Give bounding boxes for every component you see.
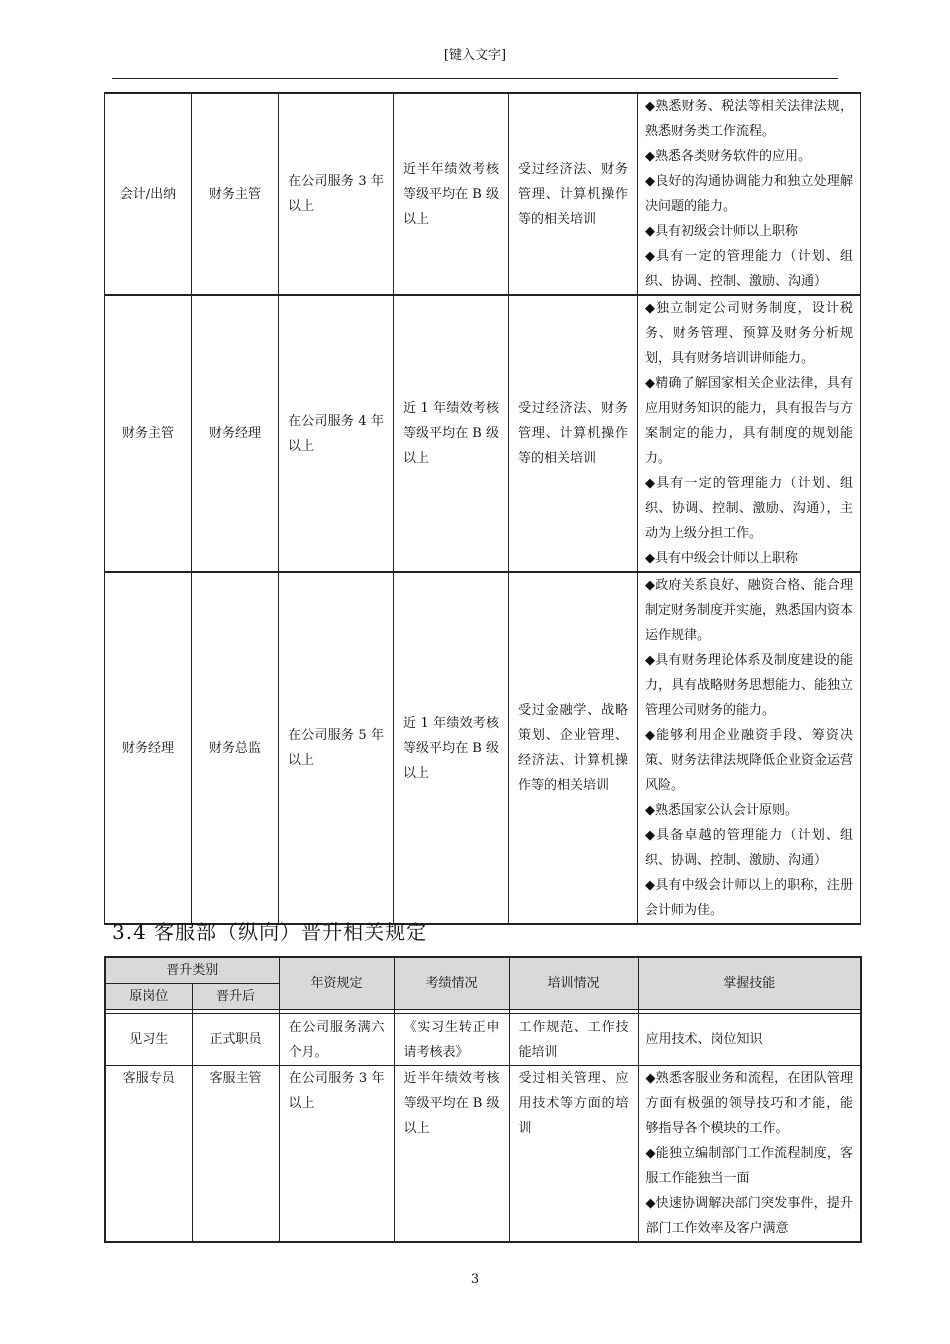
header-training: 培训情况 [509,957,638,1010]
skill-item: ◆具有财务理论体系及制度建设的能力，具有战略财务思想能力、能独立管理公司财务的能力。 [645,653,854,718]
skill-item: ◆具有一定的管理能力（计划、组织、协调、控制、激励、沟通） [645,249,853,289]
skills-list [638,93,861,295]
skills-list [638,295,861,572]
skill-item: ◆政府关系良好、融资合格、能合理制定财务制度并实施，熟悉国内资本运作规律。 [645,578,854,643]
performance-requirement: 近 1 年绩效考核等级平均在 B 级以上 [394,572,509,924]
original-position: 见习生 [105,1014,192,1066]
promoted-position: 财务经理 [192,295,279,572]
performance-requirement: 近半年绩效考核等级平均在 B 级以上 [394,93,509,295]
section-title: 3.4 客服部（纵向）晋升相关规定 [112,920,428,944]
skill-item: ◆熟悉各类财务软件的应用。 [645,149,811,164]
finance-promotion-table [104,92,861,925]
header-to: 晋升后 [192,984,279,1010]
seniority-requirement: 在公司服务满六个月。 [279,1014,394,1066]
header-row [105,957,861,984]
header-seniority: 年资规定 [279,957,394,1010]
performance-requirement: 《实习生转正申请考核表》 [394,1014,509,1066]
table-row [105,1066,861,1243]
skill-item: ◆良好的沟通协调能力和独立处理解决问题的能力。 [645,174,853,214]
skill-item: ◆快速协调解决部门突发事件，提升部门工作效率及客户满意 [645,1196,853,1236]
skills-list [638,572,861,924]
seniority-requirement: 在公司服务 3 年以上 [279,1066,394,1243]
original-position: 财务经理 [105,572,192,924]
table-row [105,93,861,295]
performance-requirement: 近 1 年绩效考核等级平均在 B 级以上 [394,295,509,572]
header-from: 原岗位 [105,984,192,1010]
skill-item: ◆独立制定公司财务制度，设计税务、财务管理、预算及财务分析规划，具有财务培训讲师能力。 [645,301,853,366]
skill-item: ◆具备卓越的管理能力（计划、组织、协调、控制、激励、沟通） [645,828,853,868]
skill-item: ◆具有一定的管理能力（计划、组织、协调、控制、激励、沟通），主动为上级分担工作。 [645,476,853,541]
page-number: 3 [470,1272,480,1287]
training-requirement: 工作规范、工作技能培训 [509,1014,638,1066]
promoted-position: 财务总监 [192,572,279,924]
skill-item: ◆精确了解国家相关企业法律，具有应用财务知识的能力，具有报告与方案制定的能力，具有制度的规划能力。 [645,376,854,466]
page-header: [键入文字] [443,48,507,63]
original-position: 客服专员 [105,1066,192,1243]
header-category: 晋升类别 [105,957,279,984]
skill-item: ◆熟悉国家公认会计原则。 [645,803,798,818]
performance-requirement: 近半年绩效考核等级平均在 B 级以上 [394,1066,509,1243]
header-performance: 考绩情况 [394,957,509,1010]
original-position: 会计/出纳 [105,93,192,295]
skills-list [638,1014,861,1066]
table-row [105,1014,861,1066]
header-skills: 掌握技能 [638,957,861,1010]
training-requirement: 受过相关管理、应用技术等方面的培训 [509,1066,638,1243]
training-requirement: 受过经济法、财务管理、计算机操作等的相关培训 [509,93,638,295]
skill-item: ◆具有初级会计师以上职称 [645,224,798,239]
skill-item: ◆能够利用企业融资手段、筹资决策、财务法律法规降低企业资金运营风险。 [645,728,854,793]
seniority-requirement: 在公司服务 3 年以上 [279,93,394,295]
promoted-position: 客服主管 [192,1066,279,1243]
skill-item: ◆具有中级会计师以上职称 [645,551,798,566]
seniority-requirement: 在公司服务 5 年以上 [279,572,394,924]
table-row [105,295,861,572]
skill-item: ◆能独立编制部门工作流程制度，客服工作能独当一面 [645,1146,853,1186]
original-position: 财务主管 [105,295,192,572]
seniority-requirement: 在公司服务 4 年以上 [279,295,394,572]
training-requirement: 受过经济法、财务管理、计算机操作等的相关培训 [509,295,638,572]
table-row [105,572,861,924]
promoted-position: 正式职员 [192,1014,279,1066]
skill-item: ◆熟悉财务、税法等相关法律法规，熟悉财务类工作流程。 [645,99,853,139]
promoted-position: 财务主管 [192,93,279,295]
training-requirement: 受过金融学、战略策划、企业管理、经济法、计算机操作等的相关培训 [509,572,638,924]
header-rule [112,78,838,79]
skills-list [638,1066,861,1243]
skill-item: ◆熟悉客服业务和流程，在团队管理方面有极强的领导技巧和才能，能够指导各个模块的工作。 [645,1071,853,1136]
customer-service-promotion-table [104,956,862,1243]
skill-item: 应用技术、岗位知识 [645,1032,763,1047]
skill-item: ◆具有中级会计师以上的职称，注册会计师为佳。 [645,878,853,918]
